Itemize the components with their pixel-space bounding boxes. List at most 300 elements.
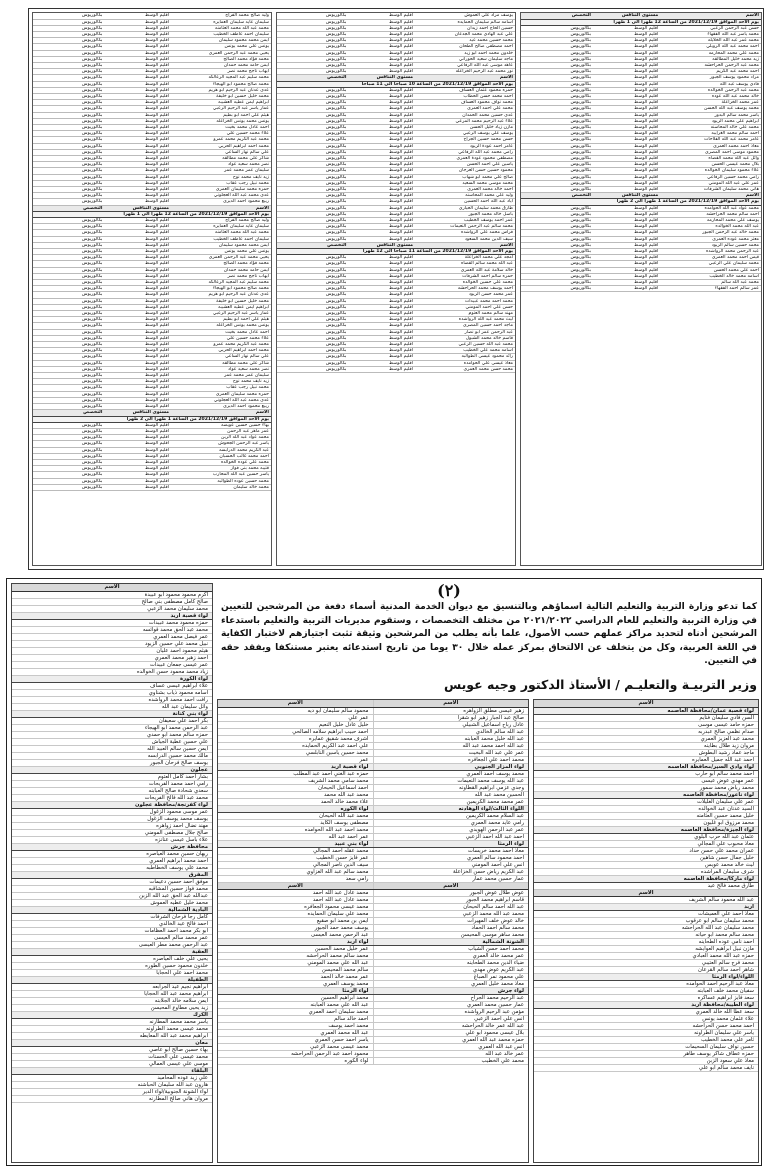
name-cell: حمزه محمد عبد الله العمري — [373, 1036, 528, 1043]
table-cell: سليمان عمر محمد عمر — [171, 373, 271, 379]
table-cell: اقليم الوسط — [593, 124, 660, 130]
table-cell: بكالوريوس — [521, 280, 593, 286]
table-cell: شاكر علي محمد مطالقه — [171, 155, 271, 161]
name-cell: عبد الله احمد محمد عبد الله — [373, 742, 528, 749]
name-cell: يوسف صالح فرحان الجبور — [12, 759, 212, 766]
table-cell: احمد عادل محمد بخيت — [171, 124, 271, 130]
name-cell: سعدي شحادة صالح العبابنه — [12, 787, 212, 794]
name-cell: عبد الرحيم محمد الجراح — [373, 994, 528, 1001]
table-cell: اقليم الوسط — [104, 478, 171, 484]
list-item — [218, 973, 528, 980]
list-item — [12, 1095, 212, 1102]
table-cell: بكالوريوس — [521, 174, 593, 180]
table-cell: محمد صالح محمود ابو الهيجاء — [171, 286, 271, 292]
table-cell: التخصص — [521, 193, 593, 199]
name-cell: الاسم — [373, 882, 528, 889]
table-cell: بكالوريوس — [33, 311, 104, 317]
name-cell: عبد الرحمن محمد ابو الهيجاء — [12, 724, 212, 731]
table-cell: اقليم الوسط — [593, 31, 660, 37]
name-cell: مالك محمد حسين الدرابسه — [12, 752, 212, 759]
table-cell: بكالوريوس — [277, 286, 348, 292]
table-header-row — [534, 889, 758, 896]
table-cell: اقليم الوسط — [348, 69, 415, 75]
list-item — [218, 1057, 528, 1064]
list-item — [534, 882, 758, 889]
table-cell: باسل خالد محمد الجبور — [415, 211, 515, 217]
table-cell: زيد محمد خليل المطالقه — [660, 56, 761, 62]
table-cell: محمد عواد عبد الله الزبن — [171, 435, 271, 441]
table-cell: بكالوريوس — [277, 56, 348, 62]
schedule-date: يوم الأحد الموافق 2021/12/19 من الساعة 12 ظهرا الى 1 ظهرا — [33, 211, 271, 217]
table-cell: اقليم الوسط — [593, 118, 660, 124]
table-cell: ياسر عبد الرحمن الجحوش — [171, 441, 271, 447]
table-cell: معاذ عيسى علي الحوامده — [415, 360, 515, 366]
table-cell: اقليم الوسط — [104, 186, 171, 192]
table-cell: رائد محمود عيسى الطوالبه — [415, 354, 515, 360]
table-cell: اقليم الوسط — [104, 112, 171, 118]
list-item — [12, 696, 212, 703]
name-cell: محمد سليمان سالم ابو عرقوب — [534, 917, 758, 924]
table-cell: محمد خالد عبد الرحمن الجبور — [660, 230, 761, 236]
table-cell: نصر محمد سعيد عواد — [171, 162, 271, 168]
list-item — [12, 626, 212, 633]
table-cell: الاسم — [415, 242, 515, 248]
list-item — [218, 966, 528, 973]
list-item — [218, 889, 528, 896]
table-cell: بكالوريوس — [277, 143, 348, 149]
list-item — [218, 812, 528, 819]
names-column-middle — [217, 699, 529, 1163]
list-item — [12, 829, 212, 836]
name-cell: لواء بني عبيد — [218, 840, 373, 847]
table-cell: عبد الله محمد الخوالده — [660, 224, 761, 230]
name-cell: عبد الكريم رياض حسن الخزاعلة — [373, 868, 528, 875]
table-cell: بكالوريوس — [33, 466, 104, 472]
name-cell: خليل محمد حسين العثامنه — [534, 812, 758, 819]
list-item — [534, 770, 758, 777]
table-cell: بكالوريوس — [33, 478, 104, 484]
name-cell: لواء اربد — [218, 938, 373, 945]
table-cell: اقليم الوسط — [593, 69, 660, 75]
list-item — [12, 717, 212, 724]
name-cell: معاذ محمد خليل العمري — [373, 980, 528, 987]
name-cell: عبد الله علي محمد المومني — [218, 959, 373, 966]
table-cell: بكالوريوس — [521, 180, 593, 186]
name-cell: السن فادي سليمان فنايم — [534, 714, 758, 721]
name-cell: عجلون — [12, 766, 212, 773]
name-cell: عمر عبد الرحمن الهويدي — [373, 826, 528, 833]
name-cell: لواء الرمثا — [218, 987, 373, 994]
table-cell: اقليم الوسط — [104, 50, 171, 56]
table-cell: محمد عبد الكريم محمد عمرو — [171, 342, 271, 348]
table-cell: خلدون محمد احمد ابو زيد — [415, 50, 515, 56]
table-cell: سليمان احمد عاطف الخطيب — [171, 31, 271, 37]
name-cell: لواء الكوره — [218, 805, 373, 812]
name-cell: حمزه حامد عيسى موسى — [534, 721, 758, 728]
name-cell: عمر خالد عبد الله — [373, 1050, 528, 1057]
list-item — [12, 1018, 212, 1025]
list-item — [534, 966, 758, 973]
name-cell: محمد عيسى محمد الزعبي — [218, 1043, 373, 1050]
region-row — [12, 612, 212, 619]
table-cell: اقليم الوسط — [593, 186, 660, 192]
list-item — [218, 1050, 528, 1057]
list-item — [12, 605, 212, 612]
table-cell: بكالوريوس — [33, 236, 104, 242]
name-cell: اللواء/لواء الرمثا — [534, 973, 758, 980]
name-cell: نايف محمد سالم ابو علي — [534, 1064, 758, 1071]
table-cell: بكالوريوس — [521, 87, 593, 93]
table-cell: اقليم الوسط — [104, 397, 171, 403]
table-cell: بكالوريوس — [277, 87, 348, 93]
table-cell: بكالوريوس — [277, 329, 348, 335]
list-item — [534, 952, 758, 959]
name-cell: عمر علي — [218, 714, 373, 721]
table-cell: احمد علي محمد الحسن — [660, 267, 761, 273]
name-cell: انس علي احمد المومني — [373, 861, 528, 868]
table-cell: اقليم الوسط — [593, 155, 660, 161]
table-cell: اقليم الوسط — [348, 13, 415, 19]
list-item — [218, 707, 528, 714]
table-cell: بكالوريوس — [521, 186, 593, 192]
list-item — [12, 1032, 212, 1039]
region-row — [218, 805, 528, 812]
table-cell: بكالوريوس — [521, 44, 593, 50]
table-cell: التخصص — [277, 242, 348, 248]
table-cell: اقليم الوسط — [104, 286, 171, 292]
table-cell: بكالوريوس — [33, 379, 104, 385]
table-cell: اقليم الوسط — [348, 50, 415, 56]
table-cell: اقليم الوسط — [348, 317, 415, 323]
list-item — [534, 924, 758, 931]
list-item — [12, 647, 212, 654]
table-cell: بكالوريوس — [33, 75, 104, 81]
name-cell: عبد الله سالم الخالدي — [373, 728, 528, 735]
table-cell: اقليم الوسط — [104, 428, 171, 434]
table-cell: بكالوريوس — [33, 447, 104, 453]
table-cell: بكالوريوس — [33, 422, 104, 428]
table-cell: مهند سالم محمد العتوم — [415, 311, 515, 317]
table-cell: بكالوريوس — [521, 155, 593, 161]
table-cell: اقليم الوسط — [104, 366, 171, 372]
region-row — [12, 906, 212, 913]
name-cell: محمد علي الخطيب — [373, 1057, 528, 1064]
table-cell: سليمان عايد سليمان العمايره — [171, 224, 271, 230]
top-table-middle-grid — [277, 13, 515, 373]
table-cell: حمزه محمود عثمان العساف — [415, 87, 515, 93]
name-cell: عبد الله علي محمد العبابنه — [218, 1001, 373, 1008]
table-cell: بكالوريوس — [521, 261, 593, 267]
table-cell: احمد سالم محمد الحراحشه — [660, 211, 761, 217]
table-cell: يوسف مراد علي العموش — [415, 13, 515, 19]
table-cell: اسامه سالم سليمان الحمايده — [415, 19, 515, 25]
notice-paragraph: كما تدعو وزارة التربية والتعليم التالية اسماؤهم وبالتنسيق مع ديوان الخدمة المدنية أسماء دفعة من المرشحين للتعيين في وزارة التربية والتعليم للعام الدراسي ٢٠٢١/٢٠٢٢ من مختلف التخصصات ، وستقوم مديريات التربية والتعليم باستدعاء المرشحين أدناه لتحديد مراكز عملهم حسب الأصول، علما بأنه يطلب من المرشحين وثيقة تثبت اجتيازهم لاختبار الكفاية في اللغة العربية، وكل من يتخلف عن الالتحاق بمركز عمله خلال ٣٠ يوما من تاريخ استدعائه يعتبر مستنكفا ويفقد حقه في التعيين. — [221, 602, 757, 666]
list-item — [12, 969, 212, 976]
table-cell: ايمن محمد محمود سليمان — [171, 242, 271, 248]
names-column-left — [11, 583, 213, 1163]
name-cell: محمد احمد علي الجعافره — [373, 756, 528, 763]
table-cell: ايهاب ناجح محمد نصر — [171, 273, 271, 279]
name-cell: البلقاء — [12, 1067, 212, 1074]
table-cell: رامي محمد عبد الله الرفاعي — [415, 149, 515, 155]
table-cell: بكالوريوس — [521, 286, 593, 292]
table-cell: بكالوريوس — [33, 373, 104, 379]
list-item — [12, 752, 212, 759]
table-cell: نصر محمد سعيد عواد — [171, 366, 271, 372]
table-cell: بكالوريوس — [33, 354, 104, 360]
list-item — [12, 955, 212, 962]
list-item — [534, 805, 758, 812]
table-cell: بكالوريوس — [521, 69, 593, 75]
table-cell: بهاء حسين حسين عويضه — [171, 422, 271, 428]
region-row — [12, 1039, 212, 1046]
name-cell: محمد احمد يوسف — [218, 1022, 373, 1029]
list-item — [534, 1050, 758, 1057]
table-cell: محمد يوسف عبد الله الحسن — [660, 106, 761, 112]
name-cell: عبدالله عبد الحق عبد الله الزبن — [12, 892, 212, 899]
name-cell: مؤمن عبد الرحيم الرواشده — [373, 1008, 528, 1015]
top-table-left — [32, 12, 272, 566]
table-cell: عمار ياسر عبد الرحيم الزعبي — [171, 106, 271, 112]
table-cell: اقليم الوسط — [348, 168, 415, 174]
name-cell: ايمن بن محمد ابو صقيع — [218, 917, 373, 924]
list-item — [12, 1074, 212, 1081]
table-cell: بكالوريوس — [33, 435, 104, 441]
list-item — [218, 1015, 528, 1022]
name-cell: محمد عبد الله الحيحان — [218, 812, 373, 819]
list-item — [534, 749, 758, 756]
table-cell: محمد حسين محمد عيد — [415, 38, 515, 44]
name-cell: عبد الكريم عوض مهدي — [373, 966, 528, 973]
table-cell: اقليم الوسط — [348, 273, 415, 279]
table-cell: اقليم الوسط — [593, 106, 660, 112]
schedule-date: يوم الأحد الموافق 2021/12/19 من الساعة 11 صباحا الى 12 ظهرا — [277, 249, 515, 255]
name-cell: موسى علي عيسى العمالي — [12, 1060, 212, 1067]
table-cell: علاء محمود سليمان الخوالده — [660, 168, 761, 174]
table-cell: اقليم الوسط — [348, 199, 415, 205]
table-cell: محمد احمد محمد عبيدات — [415, 298, 515, 304]
list-item — [534, 910, 758, 917]
name-cell: بهاء حسين صالح ابو عاصي — [12, 1046, 212, 1053]
table-cell: اقليم الوسط — [593, 87, 660, 93]
table-cell: بكالوريوس — [33, 118, 104, 124]
name-cell: عبد الله احمد سالم الحيحان — [373, 903, 528, 910]
table-cell: بكالوريوس — [521, 218, 593, 224]
name-cell: محمد سالم محمد الحراحشه — [218, 952, 373, 959]
list-item — [534, 735, 758, 742]
table-cell: حمزه محمد سليمان العمري — [171, 186, 271, 192]
table-cell: الاسم — [171, 205, 271, 211]
table-cell: بكالوريوس — [277, 292, 348, 298]
table-cell: عامر احمد عودة الزيود — [415, 143, 515, 149]
table-cell: عمر محمد حسن الزيود — [415, 292, 515, 298]
table-cell: اقليم الوسط — [348, 348, 415, 354]
name-cell: حمزه محمود محمد عبيدات — [12, 619, 212, 626]
list-item — [12, 794, 212, 801]
name-cell: صالح جلال مصطفى المومني — [12, 829, 212, 836]
table-cell: محمد موسى محمد السعيد — [415, 180, 515, 186]
region-row — [218, 987, 528, 994]
list-item — [534, 840, 758, 847]
table-cell: بكالوريوس — [277, 155, 348, 161]
table-cell: اقليم الوسط — [593, 249, 660, 255]
region-row — [534, 875, 758, 882]
name-cell: صالح كامل مصطفى بني صالح — [12, 598, 212, 605]
table-cell: محمد ياسر عبد الله الفقهاء — [660, 31, 761, 37]
list-item — [534, 777, 758, 784]
table-cell: بكالوريوس — [277, 311, 348, 317]
table-cell: اقليم الوسط — [593, 44, 660, 50]
table-cell: اقليم الوسط — [348, 286, 415, 292]
table-cell: بكالوريوس — [521, 242, 593, 248]
table-cell: محمد عبد الله حسين الزعبي — [415, 342, 515, 348]
table-cell: اقليم الوسط — [104, 453, 171, 459]
table-cell: محمد عواد عبد الله الحوامده — [660, 205, 761, 211]
table-cell: عمر احمد يوسف الخطيب — [415, 218, 515, 224]
table-cell: اقليم الوسط — [104, 292, 171, 298]
table-cell: اقليم الوسط — [104, 441, 171, 447]
table-cell: محمد احمد ابراهيم الحربي — [171, 143, 271, 149]
table-cell: حسن عبد الرحمن الزعبي — [660, 25, 761, 31]
table-cell: بكالوريوس — [277, 304, 348, 310]
list-item — [218, 910, 528, 917]
table-cell: محمد سليم عبد المجيد الزعالكه — [171, 280, 271, 286]
list-item — [218, 798, 528, 805]
list-item — [534, 1064, 758, 1071]
table-cell: بكالوريوس — [33, 242, 104, 248]
table-cell: بكالوريوس — [277, 112, 348, 118]
table-cell: التخصص — [33, 205, 104, 211]
names-table-left — [12, 584, 212, 1103]
name-cell: عبد السلام محمد الكريمين — [373, 812, 528, 819]
table-cell: خالد سلامة عبد الله العمري — [415, 267, 515, 273]
table-cell: اقليم الوسط — [104, 404, 171, 410]
table-cell: بكالوريوس — [277, 174, 348, 180]
table-cell: بكالوريوس — [33, 292, 104, 298]
name-cell: محمد احمد عبد الله الحوامده — [218, 826, 373, 833]
list-item — [218, 791, 528, 798]
list-item — [218, 728, 528, 735]
list-item — [218, 1043, 528, 1050]
table-cell: اقليم الوسط — [348, 323, 415, 329]
table-cell: بكالوريوس — [521, 81, 593, 87]
table-cell: امجد علي محمد الخزاعلة — [415, 255, 515, 261]
list-item — [12, 1004, 212, 1011]
name-cell: علاء عثمان محمد يونس — [534, 1015, 758, 1022]
table-cell: اقليم الوسط — [104, 25, 171, 31]
table-cell: التخصص — [277, 75, 348, 81]
list-item — [218, 819, 528, 826]
table-cell: بكالوريوس — [33, 81, 104, 87]
name-cell: عبد الرحمن محمد العيسى — [218, 931, 373, 938]
table-cell: بكالوريوس — [277, 280, 348, 286]
table-cell: بكالوريوس — [521, 267, 593, 273]
region-row — [12, 948, 212, 955]
region-row — [534, 791, 758, 798]
name-cell: محمود احمد عبد الرحمن الحراحشه — [218, 1050, 373, 1057]
list-item — [534, 812, 758, 819]
name-cell: لواء الجيزة/محافظة العاصمه — [534, 826, 758, 833]
name-cell: خلدون محمود حسين الطوره — [12, 962, 212, 969]
name-cell: لواء ماركا/محافظة العاصمه — [534, 875, 758, 882]
table-cell: اقليم الوسط — [104, 422, 171, 428]
table-cell: محمد حسن محمد العمري — [415, 366, 515, 372]
name-cell: علي احمد عبد الكريم الحمايده — [218, 742, 373, 749]
table-cell: ابراهيم علي محمد الزيود — [660, 118, 761, 124]
table-row — [277, 366, 515, 372]
table-cell: وليد صالح محمد الفراج — [171, 218, 271, 224]
table-cell: معاذ احمد محمد العمري — [660, 143, 761, 149]
list-item — [12, 857, 212, 864]
name-cell: احمد عبد الله جميل العمايره — [534, 756, 758, 763]
table-cell: اقليم الوسط — [593, 255, 660, 261]
list-item — [534, 728, 758, 735]
table-cell: ياسين علي احمد الحسن — [415, 162, 515, 168]
region-row — [534, 826, 758, 833]
name-cell: الاسم — [373, 700, 528, 707]
table-cell: اقليم الوسط — [104, 447, 171, 453]
table-cell: مستوى التنافس — [348, 242, 415, 248]
name-cell: الاسم — [218, 700, 373, 707]
table-row — [521, 286, 761, 292]
name-cell: محمد سليمان محمد الزعبي — [12, 605, 212, 612]
table-cell: اقليم الوسط — [593, 162, 660, 168]
name-cell: السيد عدنان عبد الخوالده — [534, 805, 758, 812]
list-item — [218, 903, 528, 910]
name-cell: سيف الدين ناصر المجالي — [218, 861, 373, 868]
name-cell: احمد عبد الله احمد الزعبي — [373, 833, 528, 840]
table-cell: محمد خليل حسين ابو خليفة — [171, 298, 271, 304]
table-cell: اقليم الوسط — [348, 236, 415, 242]
name-cell: لواء الرمثا — [373, 840, 528, 847]
table-cell: احمد مصطفى صالح الطحان — [415, 44, 515, 50]
name-cell: عمر محمد سالم العيسى — [12, 934, 212, 941]
region-row — [12, 710, 212, 717]
table-cell: عدي محمد عبد الله العجلوني — [171, 193, 271, 199]
name-cell: بكر احمد علي سعيفان — [12, 717, 212, 724]
name-cell: محمد عيسى محمد الطراونه — [12, 1025, 212, 1032]
table-cell: اقليم الوسط — [104, 391, 171, 397]
name-cell: محمد سالم عبد الله الغزاوي — [218, 868, 373, 875]
table-cell: بكالوريوس — [521, 62, 593, 68]
table-cell: بكالوريوس — [277, 267, 348, 273]
table-cell: احمد خالد محمد العمري — [415, 186, 515, 192]
name-cell: هيثم محمود احمد عليان — [12, 647, 212, 654]
table-cell: بكالوريوس — [33, 19, 104, 25]
table-cell: محمد عبد الرحمن الخوالده — [660, 87, 761, 93]
table-cell: بكالوريوس — [33, 44, 104, 50]
list-item — [534, 742, 758, 749]
table-cell: اسامه محمد علي الخطيب — [415, 348, 515, 354]
name-cell: حمزه عطاف شاكر يوسف طاهر — [534, 1050, 758, 1057]
list-item — [12, 920, 212, 927]
table-cell: اقليم الوسط — [348, 137, 415, 143]
name-cell: محمد سليمان عبد الله الحراحشه — [534, 924, 758, 931]
table-cell: بكالوريوس — [33, 459, 104, 465]
table-cell: اقليم الوسط — [593, 242, 660, 248]
name-cell: محمود سالم سليمان ابو ديه — [218, 707, 373, 714]
table-cell: بكالوريوس — [277, 13, 348, 19]
name-cell: مازن نبيل ابراهيم العوايشه — [534, 945, 758, 952]
list-item — [534, 1043, 758, 1050]
table-cell: الاسم — [171, 410, 271, 416]
table-cell: بكالوريوس — [33, 453, 104, 459]
table-cell: بكالوريوس — [33, 391, 104, 397]
list-item — [218, 959, 528, 966]
list-item — [218, 854, 528, 861]
table-cell: اقليم الوسط — [593, 137, 660, 143]
table-cell: اقليم الوسط — [348, 360, 415, 366]
